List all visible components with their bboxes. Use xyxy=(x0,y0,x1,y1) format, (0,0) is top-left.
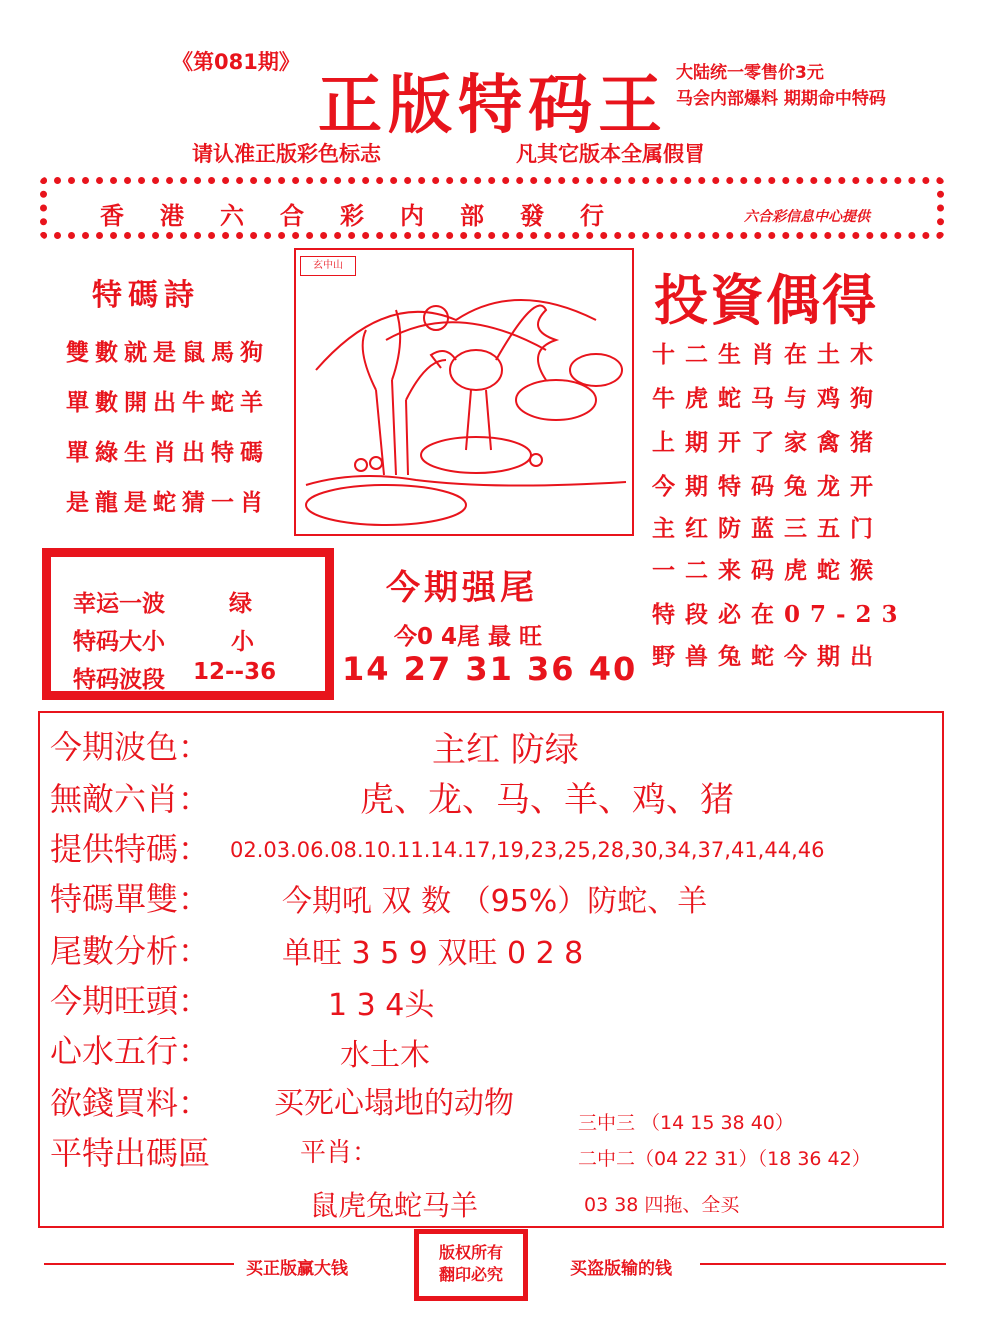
notice-right: 凡其它版本全属假冒 xyxy=(516,142,705,166)
artist-stamp: 玄中山 xyxy=(300,256,356,276)
copyright-line2: 翻印必究 xyxy=(438,1265,503,1284)
copyright-box xyxy=(414,1229,528,1301)
banner-text: 香港六合彩内部發行 xyxy=(100,201,640,230)
rooster-drawing xyxy=(296,250,632,534)
invest-line: 野兽兔蛇今期出 xyxy=(652,643,883,670)
two-in-two: 二中二（04 22 31）（18 36 42） xyxy=(578,1148,871,1170)
color-label: 今期波色： xyxy=(50,728,211,766)
three-in-three: 三中三 （14 15 38 40） xyxy=(578,1112,794,1134)
zodiac-list: 鼠虎兔蛇马羊 xyxy=(310,1189,479,1222)
footer-left-text: 买正版赢大钱 xyxy=(246,1259,348,1279)
head-value: 1 3 4头 xyxy=(328,988,435,1023)
buy-label: 欲錢買料： xyxy=(50,1084,211,1122)
poem-line: 是龍是蛇猜一肖 xyxy=(66,489,269,516)
invest-line: 今期特码兔龙开 xyxy=(652,473,883,500)
poem-line: 單數開出牛蛇羊 xyxy=(66,389,269,416)
tagline: 马会内部爆料 期期命中特码 xyxy=(676,89,886,109)
page-title: 正版特码王 xyxy=(318,68,668,143)
head-label: 今期旺頭： xyxy=(50,982,211,1020)
poem-line: 雙數就是鼠馬狗 xyxy=(66,339,269,366)
odd-even-value: 今期吼 双 数 （95%）防蛇、羊 xyxy=(282,884,708,919)
footer-right-text: 买盗版输的钱 xyxy=(570,1259,672,1279)
footer-rule-right xyxy=(700,1263,946,1265)
invest-line: 主红防蓝三五门 xyxy=(652,515,883,542)
notice-left: 请认准正版彩色标志 xyxy=(192,142,381,166)
copyright-line1: 版权所有 xyxy=(438,1243,503,1262)
size-value: 小 xyxy=(231,629,254,655)
banner-side-text: 六合彩信息中心提供 xyxy=(744,209,870,225)
odd-even-label: 特碼單雙： xyxy=(50,880,211,918)
issue-number: 《第081期》 xyxy=(172,50,300,74)
strong-tail-title: 今期强尾 xyxy=(386,568,538,608)
five-elements-value: 水土木 xyxy=(340,1038,430,1073)
range-value: 12--36 xyxy=(193,659,277,685)
poem-line: 單綠生肖出特碼 xyxy=(66,439,269,466)
size-label: 特码大小 xyxy=(73,629,165,655)
six-zodiac-label: 無敵六肖： xyxy=(50,780,211,818)
invest-line: 牛虎蛇马与鸡狗 xyxy=(652,385,883,412)
invest-line: 上期开了家禽猪 xyxy=(652,429,883,456)
invest-line: 十二生肖在土木 xyxy=(652,341,883,368)
extra-numbers: 03 38 四拖、全买 xyxy=(584,1194,740,1216)
tail-analysis-value: 单旺 3 5 9 双旺 0 2 8 xyxy=(282,936,584,971)
wave-label: 幸运一波 xyxy=(73,591,165,617)
wave-value: 绿 xyxy=(229,591,252,617)
codes-label: 提供特碼： xyxy=(50,830,211,868)
five-elements-label: 心水五行： xyxy=(50,1032,211,1070)
color-value: 主红 防绿 xyxy=(432,730,579,770)
lucky-box xyxy=(42,548,334,700)
invest-title: 投資偶得 xyxy=(654,268,878,332)
area-label: 平特出碼區 xyxy=(50,1134,211,1172)
buy-value: 买死心塌地的动物 xyxy=(274,1086,514,1121)
range-label: 特码波段 xyxy=(73,667,165,693)
area-sub-label: 平肖： xyxy=(300,1138,379,1168)
poem-title: 特碼詩 xyxy=(92,278,200,313)
price-note: 大陆统一零售价3元 xyxy=(676,63,824,83)
invest-line: 特段必在07-23 xyxy=(652,601,908,628)
codes-value: 02.03.06.08.10.11.14.17,19,23,25,28,30,34,37,41,44,46 xyxy=(230,838,825,862)
footer-rule-left xyxy=(44,1263,234,1265)
strong-tail-sub: 今0 4尾 最 旺 xyxy=(394,624,543,650)
six-zodiac-value: 虎、龙、马、羊、鸡、猪 xyxy=(360,780,734,820)
rooster-illustration xyxy=(294,248,634,536)
tail-analysis-label: 尾數分析： xyxy=(50,932,211,970)
strong-tail-numbers: 14 27 31 36 40 xyxy=(342,650,638,688)
invest-line: 一二来码虎蛇猴 xyxy=(652,557,883,584)
